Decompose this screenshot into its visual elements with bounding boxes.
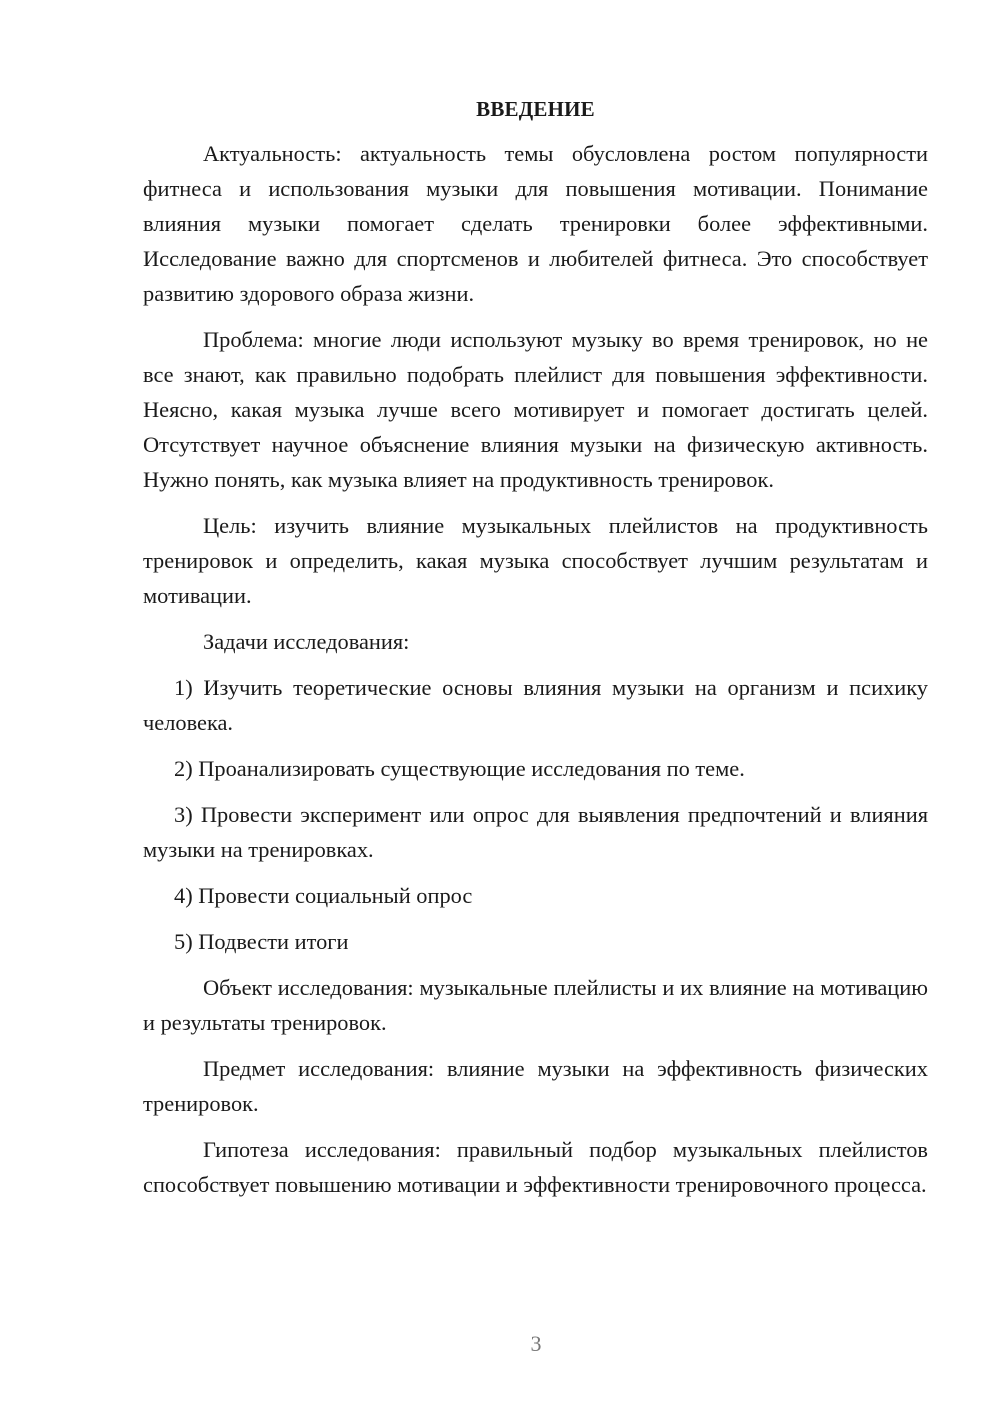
section-title: ВВЕДЕНИЕ [476, 97, 595, 121]
tasks-heading: Задачи исследования: [203, 629, 410, 654]
task-item-4: 4) Провести социальный опрос [174, 883, 473, 908]
goal-paragraph: Цель: изучить влияние музыкальных плейлистов на продуктивность тренировок и определить, какая музыка способствует лучшим результатам и мотивации. [143, 513, 928, 608]
object-paragraph: Объект исследования: музыкальные плейлисты и их влияние на мотивацию и результаты тренировок. [143, 975, 928, 1035]
hypothesis-paragraph: Гипотеза исследования: правильный подбор музыкальных плейлистов способствует повышению мотивации и эффективности тренировочного процесса. [143, 1137, 928, 1197]
subject-paragraph: Предмет исследования: влияние музыки на эффективность физических тренировок. [143, 1056, 928, 1116]
relevance-paragraph: Актуальность: актуальность темы обусловлена ростом популярности фитнеса и использования музыки для повышения мотивации. Понимание влияния музыки помогает сделать тренировки более эффективными. Исследование важно для спортсменов и любителей фитнеса. Это способствует развитию здорового образа жизни. [143, 141, 928, 306]
page-number: 3 [530, 1331, 542, 1356]
task-item-5: 5) Подвести итоги [174, 929, 349, 954]
task-item-1: 1) Изучить теоретические основы влияния музыки на организм и психику человека. [143, 675, 928, 735]
task-item-2: 2) Проанализировать существующие исследования по теме. [174, 756, 745, 781]
document-page [143, 92, 928, 1213]
task-item-3: 3) Провести эксперимент или опрос для выявления предпочтений и влияния музыки на тренировках. [143, 802, 928, 862]
problem-paragraph: Проблема: многие люди используют музыку во время тренировок, но не все знают, как правильно подобрать плейлист для повышения эффективности. Неясно, какая музыка лучше всего мотивирует и помогает достигать целей. Отсутствует научное объяснение влияния музыки на физическую активность. Нужно понять, как музыка влияет на продуктивность тренировок. [143, 327, 928, 492]
